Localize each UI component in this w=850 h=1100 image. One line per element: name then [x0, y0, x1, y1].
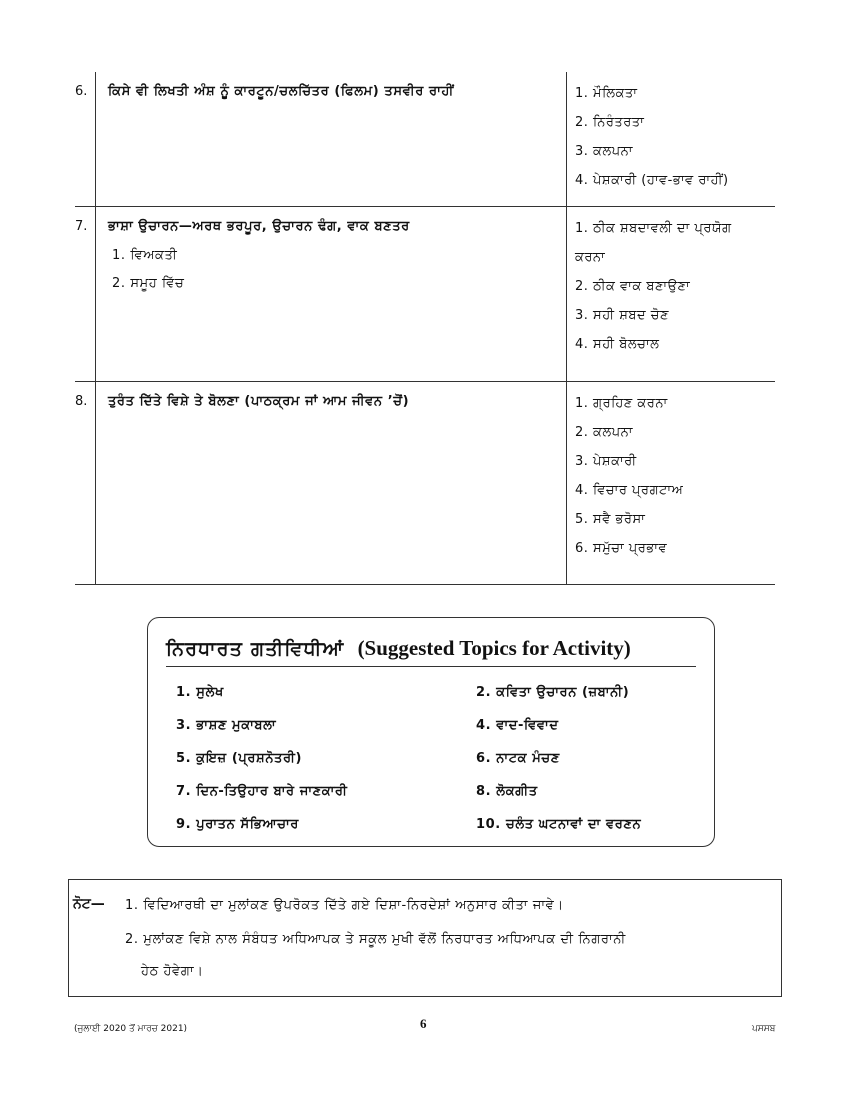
assessment-points	[567, 72, 775, 206]
activity-title: ਭਾਸ਼ਾ ਉਚਾਰਨ—ਅਰਥ ਭਰਪੂਰ, ਉਚਾਰਨ ਢੰਗ, ਵਾਕ ਬਣਤਰ	[108, 219, 410, 234]
note-label: ਨੋਟ—	[73, 896, 105, 912]
row-number: 8.	[75, 394, 88, 409]
assessment-point: 2. ਨਿਰੰਤਰਤਾ	[575, 115, 645, 130]
activity-item: 1. ਸੁਲੇਖ	[176, 685, 224, 700]
assessment-point: 2. ਠੀਕ ਵਾਕ ਬਣਾਉਣਾ	[575, 279, 691, 294]
activity-item: 10. ਚਲੰਤ ਘਟਨਾਵਾਂ ਦਾ ਵਰਣਨ	[476, 817, 642, 832]
activity-description	[95, 72, 567, 206]
assessment-points	[567, 382, 775, 584]
assessment-point: 3. ਕਲਪਨਾ	[575, 144, 633, 159]
criteria-table	[75, 72, 775, 585]
assessment-point: 6. ਸਮੁੱਚਾ ਪ੍ਰਭਾਵ	[575, 541, 668, 556]
assessment-point: 2. ਕਲਪਨਾ	[575, 425, 633, 440]
activity-description	[95, 382, 567, 584]
suggested-activities-heading	[166, 636, 696, 667]
footer-board: ਪਸਸਬ	[752, 1024, 776, 1034]
heading-punjabi: ਨਿਰਧਾਰਤ ਗਤੀਵਿਧੀਆਂ	[166, 638, 345, 660]
row-number: 6.	[75, 84, 88, 99]
page-number: 6	[420, 1016, 427, 1031]
activity-item: 5. ਕੁਇਜ਼ (ਪ੍ਰਸ਼ਨੋਤਰੀ)	[176, 751, 303, 766]
activity-description	[95, 207, 567, 381]
row-number: 7.	[75, 219, 88, 234]
criteria-row	[75, 72, 775, 207]
activity-item: 6. ਨਾਟਕ ਮੰਚਣ	[476, 751, 560, 766]
note-line: 1. ਵਿਦਿਆਰਥੀ ਦਾ ਮੁਲਾਂਕਣ ਉਪਰੋਕਤ ਦਿੱਤੇ ਗਏ ਦਿਸ਼ਾ-ਨਿਰਦੇਸ਼ਾਂ ਅਨੁਸਾਰ ਕੀਤਾ ਜਾਵੇ।	[125, 898, 564, 913]
assessment-point: ਕਰਨਾ	[575, 250, 606, 265]
activity-subitem: 1. ਵਿਅਕਤੀ	[112, 248, 178, 263]
heading-english: (Suggested Topics for Activity)	[357, 636, 631, 660]
activity-item: 4. ਵਾਦ-ਵਿਵਾਦ	[476, 718, 559, 733]
footer-session: (ਜੁਲਾਈ 2020 ਤੋਂ ਮਾਰਚ 2021)	[74, 1024, 188, 1034]
assessment-point: 4. ਪੇਸ਼ਕਾਰੀ (ਹਾਵ-ਭਾਵ ਰਾਹੀਂ)	[575, 173, 729, 188]
activity-subitems	[112, 242, 566, 298]
activity-title: ਤੁਰੰਤ ਦਿੱਤੇ ਵਿਸ਼ੇ ਤੇ ਬੋਲਣਾ (ਪਾਠਕ੍ਰਮ ਜਾਂ ਆਮ ਜੀਵਨ ’ਚੋਂ)	[108, 394, 410, 409]
activity-item: 8. ਲੋਕਗੀਤ	[476, 784, 538, 799]
assessment-point: 1. ਮੌਲਿਕਤਾ	[575, 86, 638, 101]
activity-item: 7. ਦਿਨ-ਤਿਉਹਾਰ ਬਾਰੇ ਜਾਣਕਾਰੀ	[176, 784, 348, 799]
activity-subitem: 2. ਸਮੂਹ ਵਿੱਚ	[112, 276, 185, 291]
note-box	[68, 879, 782, 997]
assessment-point: 3. ਪੇਸ਼ਕਾਰੀ	[575, 454, 637, 469]
assessment-point: 1. ਠੀਕ ਸ਼ਬਦਾਵਲੀ ਦਾ ਪ੍ਰਯੋਗ	[575, 221, 732, 236]
assessment-points	[567, 207, 775, 381]
activity-title: ਕਿਸੇ ਵੀ ਲਿਖਤੀ ਅੰਸ਼ ਨੂੰ ਕਾਰਟੂਨ/ਚਲਚਿੱਤਰ (ਫਿਲਮ) ਤਸਵੀਰ ਰਾਹੀਂ	[108, 84, 454, 99]
assessment-point: 1. ਗ੍ਰਹਿਣ ਕਰਨਾ	[575, 396, 668, 411]
activity-item: 3. ਭਾਸ਼ਣ ਮੁਕਾਬਲਾ	[176, 718, 277, 733]
assessment-point: 5. ਸਵੈ ਭਰੋਸਾ	[575, 512, 646, 527]
note-line: ਹੇਠ ਹੋਵੇਗਾ।	[141, 964, 204, 979]
criteria-row	[75, 382, 775, 585]
criteria-row	[75, 207, 775, 382]
activities-list	[176, 676, 706, 841]
activity-item: 9. ਪੁਰਾਤਨ ਸੱਭਿਆਚਾਰ	[176, 817, 299, 832]
note-line: 2. ਮੁਲਾਂਕਣ ਵਿਸ਼ੇ ਨਾਲ ਸੰਬੰਧਤ ਅਧਿਆਪਕ ਤੇ ਸਕੂਲ ਮੁਖੀ ਵੱਲੋਂ ਨਿਰਧਾਰਤ ਅਧਿਆਪਕ ਦੀ ਨਿਗਰਾਨੀ	[125, 932, 626, 947]
assessment-point: 3. ਸਹੀ ਸ਼ਬਦ ਚੋਣ	[575, 308, 669, 323]
assessment-point: 4. ਸਹੀ ਬੋਲਚਾਲ	[575, 337, 660, 352]
assessment-point: 4. ਵਿਚਾਰ ਪ੍ਰਗਟਾਅ	[575, 483, 684, 498]
suggested-activities-box	[147, 617, 715, 847]
activity-item: 2. ਕਵਿਤਾ ਉਚਾਰਨ (ਜ਼ਬਾਨੀ)	[476, 685, 630, 700]
